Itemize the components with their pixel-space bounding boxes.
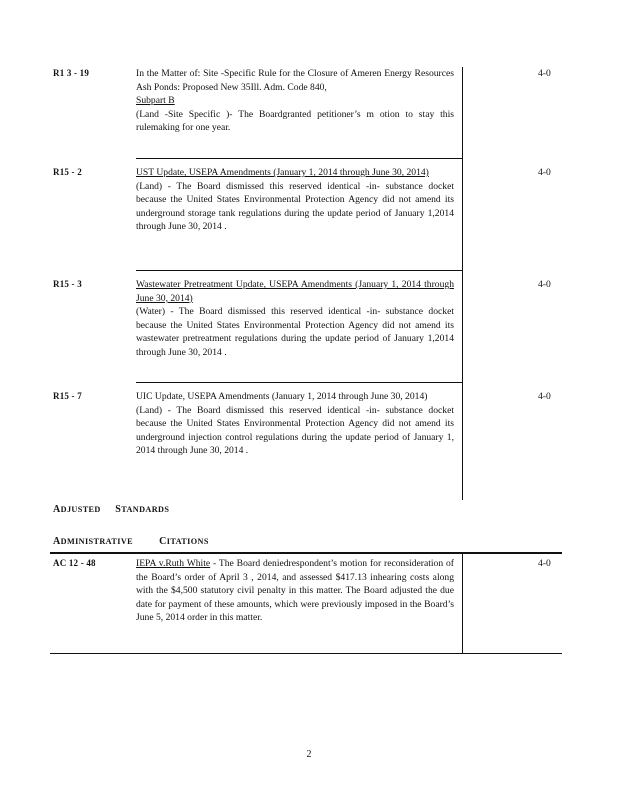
entry-body: (Land) - The Board dismissed this reserved identical -in- substance docket because the United States Environmental Protection Agency did not amend its underground storage tank regulations during the update period of January 1,2014 through June 30, 2014 . [136, 180, 454, 233]
entry-body: (Water) - The Board dismissed this reserved identical -in- substance docket because the United States Environmental Protection Agency did not amend its wastewater pretreatment regulations during the update period of January 1,2014 through June 30, 2014 . [136, 306, 454, 358]
entry-title: In the Matter of: Site -Specific Rule for the Closure of Ameren Energy Resources Ash Ponds: Proposed New 35Ill. Adm. Code 840, [136, 68, 454, 93]
docket-entry [136, 557, 454, 625]
entry-body: IEPA v.Ruth White - The Board deniedrespondent’s motion for reconsideration of the Board’s order of April 3 , 2014, and assessed $417.13 inhearing costs along with the $4,500 statutory civil penalty in this matter. The Board adjusted the due date for payment of these amounts, which were previously imposed in the Board’s June 5, 2014 order in this matter. [136, 558, 454, 624]
column-divider [462, 158, 463, 270]
docket-number: R15 - 2 [53, 167, 82, 177]
docket-number: AC 12 - 48 [53, 558, 96, 568]
column-divider [462, 270, 463, 382]
table-bottom-border [50, 653, 562, 654]
docket-number: R1 3 - 19 [53, 68, 90, 78]
entry-title: Wastewater Pretreatment Update, USEPA Amendments (January 1, 2014 through June 30, 2014) [136, 279, 454, 304]
table-top-border [50, 552, 562, 554]
vote-count: 4-0 [538, 68, 551, 79]
vote-count: 4-0 [538, 167, 551, 178]
entry-body: (Land) - The Board dismissed this reserved identical -in- substance docket because the United States Environmental Protection Agency did not amend its underground injection control regulations during the update period of January 1, 2014 through June 30, 2014 . [136, 404, 454, 457]
docket-entry [136, 166, 454, 234]
row-divider [136, 270, 463, 271]
docket-entry [136, 67, 454, 135]
vote-count: 4-0 [538, 279, 551, 290]
section-heading-administrative-citations: ADMINISTRATIVE CITATIONS [53, 536, 209, 547]
entry-title: IEPA v.Ruth White [136, 558, 211, 569]
column-divider [462, 554, 463, 653]
docket-number: R15 - 7 [53, 391, 82, 401]
entry-title: UIC Update, USEPA Amendments (January 1, 2014 through June 30, 2014) [136, 391, 428, 402]
row-divider [136, 382, 463, 383]
row-divider [136, 158, 463, 159]
docket-entry [136, 278, 454, 360]
page-number: 2 [306, 749, 312, 760]
entry-subtitle: Subpart B [136, 95, 175, 107]
entry-body: (Land -Site Specific )- The Boardgranted petitioner’s m otion to stay this rulemaking for one year. [136, 108, 454, 134]
docket-entry [136, 390, 454, 458]
vote-count: 4-0 [538, 558, 551, 569]
column-divider [462, 382, 463, 500]
vote-count: 4-0 [538, 391, 551, 402]
column-divider [462, 67, 463, 158]
docket-number: R15 - 3 [53, 279, 82, 289]
entry-title: UST Update, USEPA Amendments (January 1, 2014 through June 30, 2014) [136, 167, 429, 178]
section-heading-adjusted-standards: ADJUSTED STANDARDS [53, 504, 170, 515]
